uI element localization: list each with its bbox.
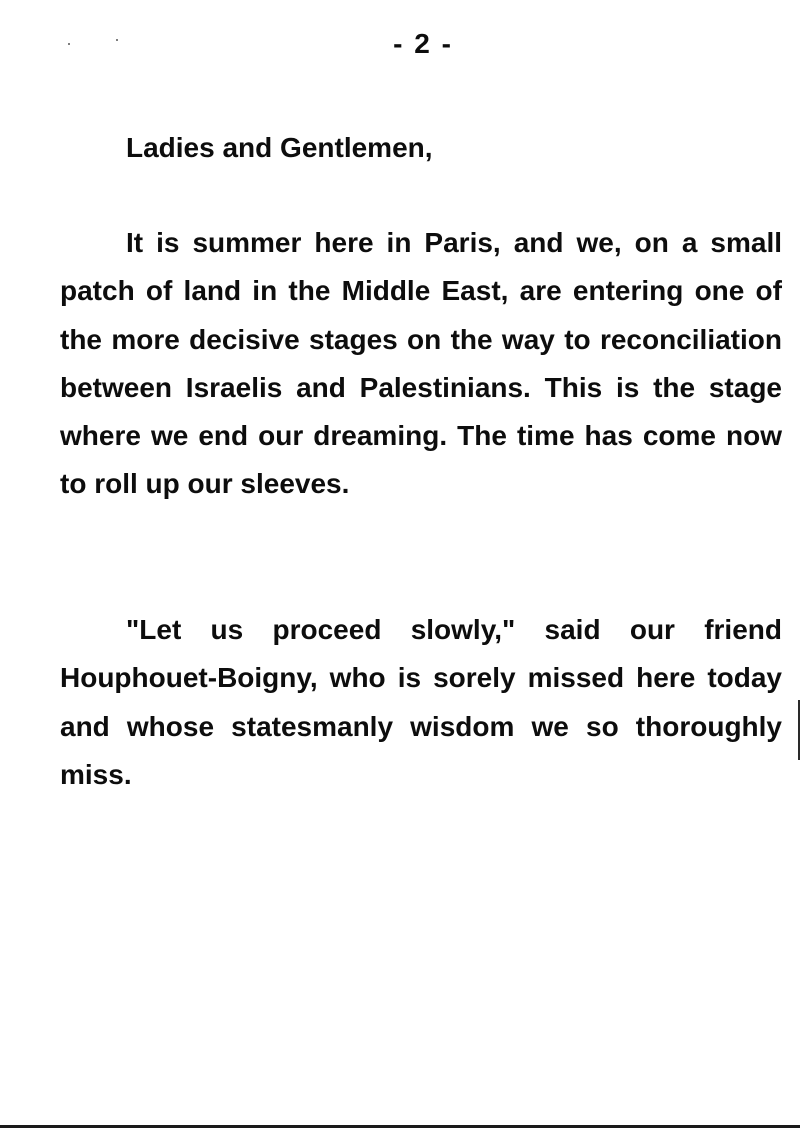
page-number: - 2 - <box>393 28 453 59</box>
salutation: Ladies and Gentlemen, <box>126 132 433 163</box>
paragraph-2: "Let us proceed slowly," said our friend Houphouet-Boigny, who is sorely missed here today and whose statesmanly wisdom we so thoroughly miss. <box>60 614 782 790</box>
paragraph-1: It is summer here in Paris, and we, on a small patch of land in the Middle East, are entering one of the more decisive stages on the way to reconciliation between Israelis and Palestinians. This is the stage where we end our dreaming. The time has come now to roll up our sleeves. <box>60 227 782 500</box>
